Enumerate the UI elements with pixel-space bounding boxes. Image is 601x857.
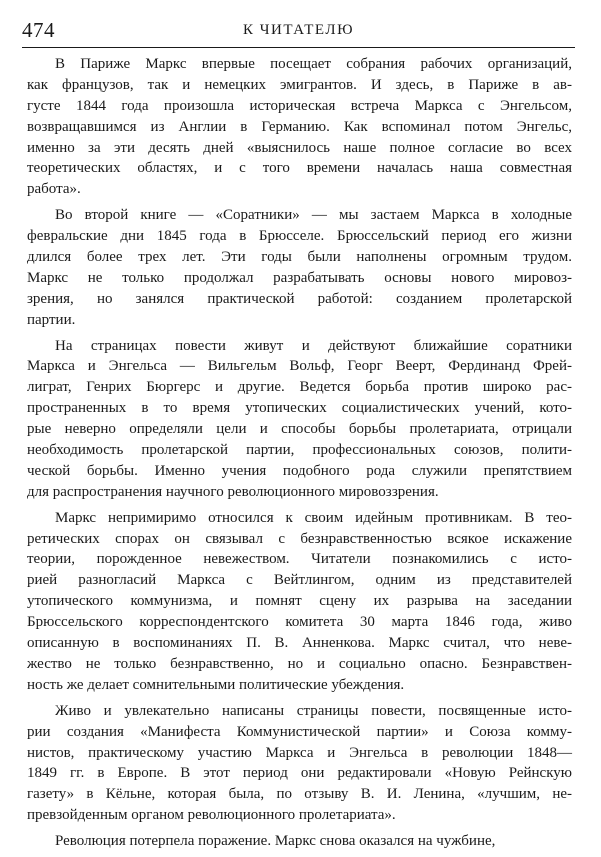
text-line: В Париже Маркс впервые посещает собрания рабочих организаций, <box>55 56 572 72</box>
text-line: возвращавшимся из Англии в Германию. Как вспоминал потом Энгельс, <box>27 118 572 135</box>
text-line: Революция потерпела поражение. Маркс снова оказался на чужбине, <box>55 833 496 850</box>
text-line: Живо и увлекательно написаны страницы повести, посвященные исто- <box>55 702 572 719</box>
text-line: густе 1844 года произошла историческая встреча Маркса с Энгельсом, <box>27 97 572 114</box>
text-line: работа». <box>27 181 81 198</box>
paragraph <box>27 336 572 503</box>
paragraph <box>27 701 572 826</box>
text-line: партии. <box>27 311 76 328</box>
text-line: Маркс непримиримо относился к своим идейным противникам. В тео- <box>55 509 572 526</box>
text-line: для распространения научного революционного мировоззрения. <box>27 483 439 500</box>
text-line: как французов, так и немецких эмигрантов. И здесь, в Париже в ав- <box>27 76 572 93</box>
text-line: превзойденным органом революционного пролетариата». <box>27 807 396 824</box>
text-line: зрения, но занялся практической работой: созданием пролетарской <box>27 290 572 307</box>
text-line: Во второй книге — «Соратники» — мы застаем Маркса в холодные <box>55 207 572 224</box>
text-line: Маркса и Энгельса — Вильгельм Вольф, Георг Веерт, Фердинанд Фрей- <box>27 358 572 375</box>
page-body <box>27 54 572 857</box>
text-line: рией разногласий Маркса с Вейтлингом, одним из представителей <box>27 572 572 589</box>
text-line: жество не только безнравственно, но и социально опасно. Безнравствен- <box>27 655 572 672</box>
text-line: рии создания «Манифеста Коммунистической партии» и Союза комму- <box>27 723 572 740</box>
text-line: нистов, практическому участию Маркса и Энгельса в революции 1848— <box>27 744 572 761</box>
text-line: теоретических областях, и с того времени началась наша совместная <box>27 160 572 177</box>
text-line: длился более трех лет. Эти годы были наполнены огромным трудом. <box>27 249 572 266</box>
text-line: пространенных в то время утопических социалистических учений, кото- <box>27 400 572 417</box>
text-line: описанную в воспоминаниях П. В. Анненкова. Маркс считал, что неве- <box>27 635 572 652</box>
header-rule <box>22 47 575 48</box>
paragraph <box>27 54 572 200</box>
text-line: Маркс не только продолжал разрабатывать основы нового мировоз- <box>27 269 572 286</box>
text-line: ность же делает сомнительными политические убеждения. <box>27 676 405 693</box>
text-line: утопического коммунизма, и помнят сцену их разрыва на заседании <box>27 593 572 610</box>
text-line: газету» в Кёльне, которая была, по отзыву В. И. Ленина, «лучшим, не- <box>27 786 572 803</box>
text-line: 1849 гг. в Европе. В этот период они редактировали «Новую Рейнскую <box>27 765 572 782</box>
text-line: теории, порожденное невежеством. Читатели познакомились с исто- <box>27 551 572 568</box>
paragraph <box>27 205 572 330</box>
text-line: рые неверно определяли цели и способы борьбы пролетариата, отрицали <box>27 421 572 438</box>
paragraph <box>27 508 572 696</box>
running-head: К ЧИТАТЕЛЮ <box>243 22 354 38</box>
text-line: ческой борьбы. Именно учения подобного рода служили препятствием <box>27 462 572 479</box>
text-line: лиграт, Генрих Бюргерс и другие. Ведется борьба против широко рас- <box>27 379 572 396</box>
text-line: ретических спорах он связывал с безнравственностью всякое искажение <box>27 530 572 547</box>
page-number: 474 <box>22 18 55 42</box>
text-line: На страницах повести живут и действуют ближайшие соратники <box>55 337 572 354</box>
text-line: Брюссельского корреспондентского комитета 30 марта 1846 года, живо <box>27 614 572 631</box>
text-line: февральские дни 1845 года в Брюсселе. Брюссельский период его жизни <box>27 228 572 245</box>
text-line: необходимость пролетарской партии, профессиональных союзов, полити- <box>27 442 572 459</box>
paragraph <box>27 831 572 852</box>
page-header <box>22 18 575 48</box>
text-line: именно за эти десять дней «выяснилось наше полное согласие во всех <box>27 139 572 156</box>
